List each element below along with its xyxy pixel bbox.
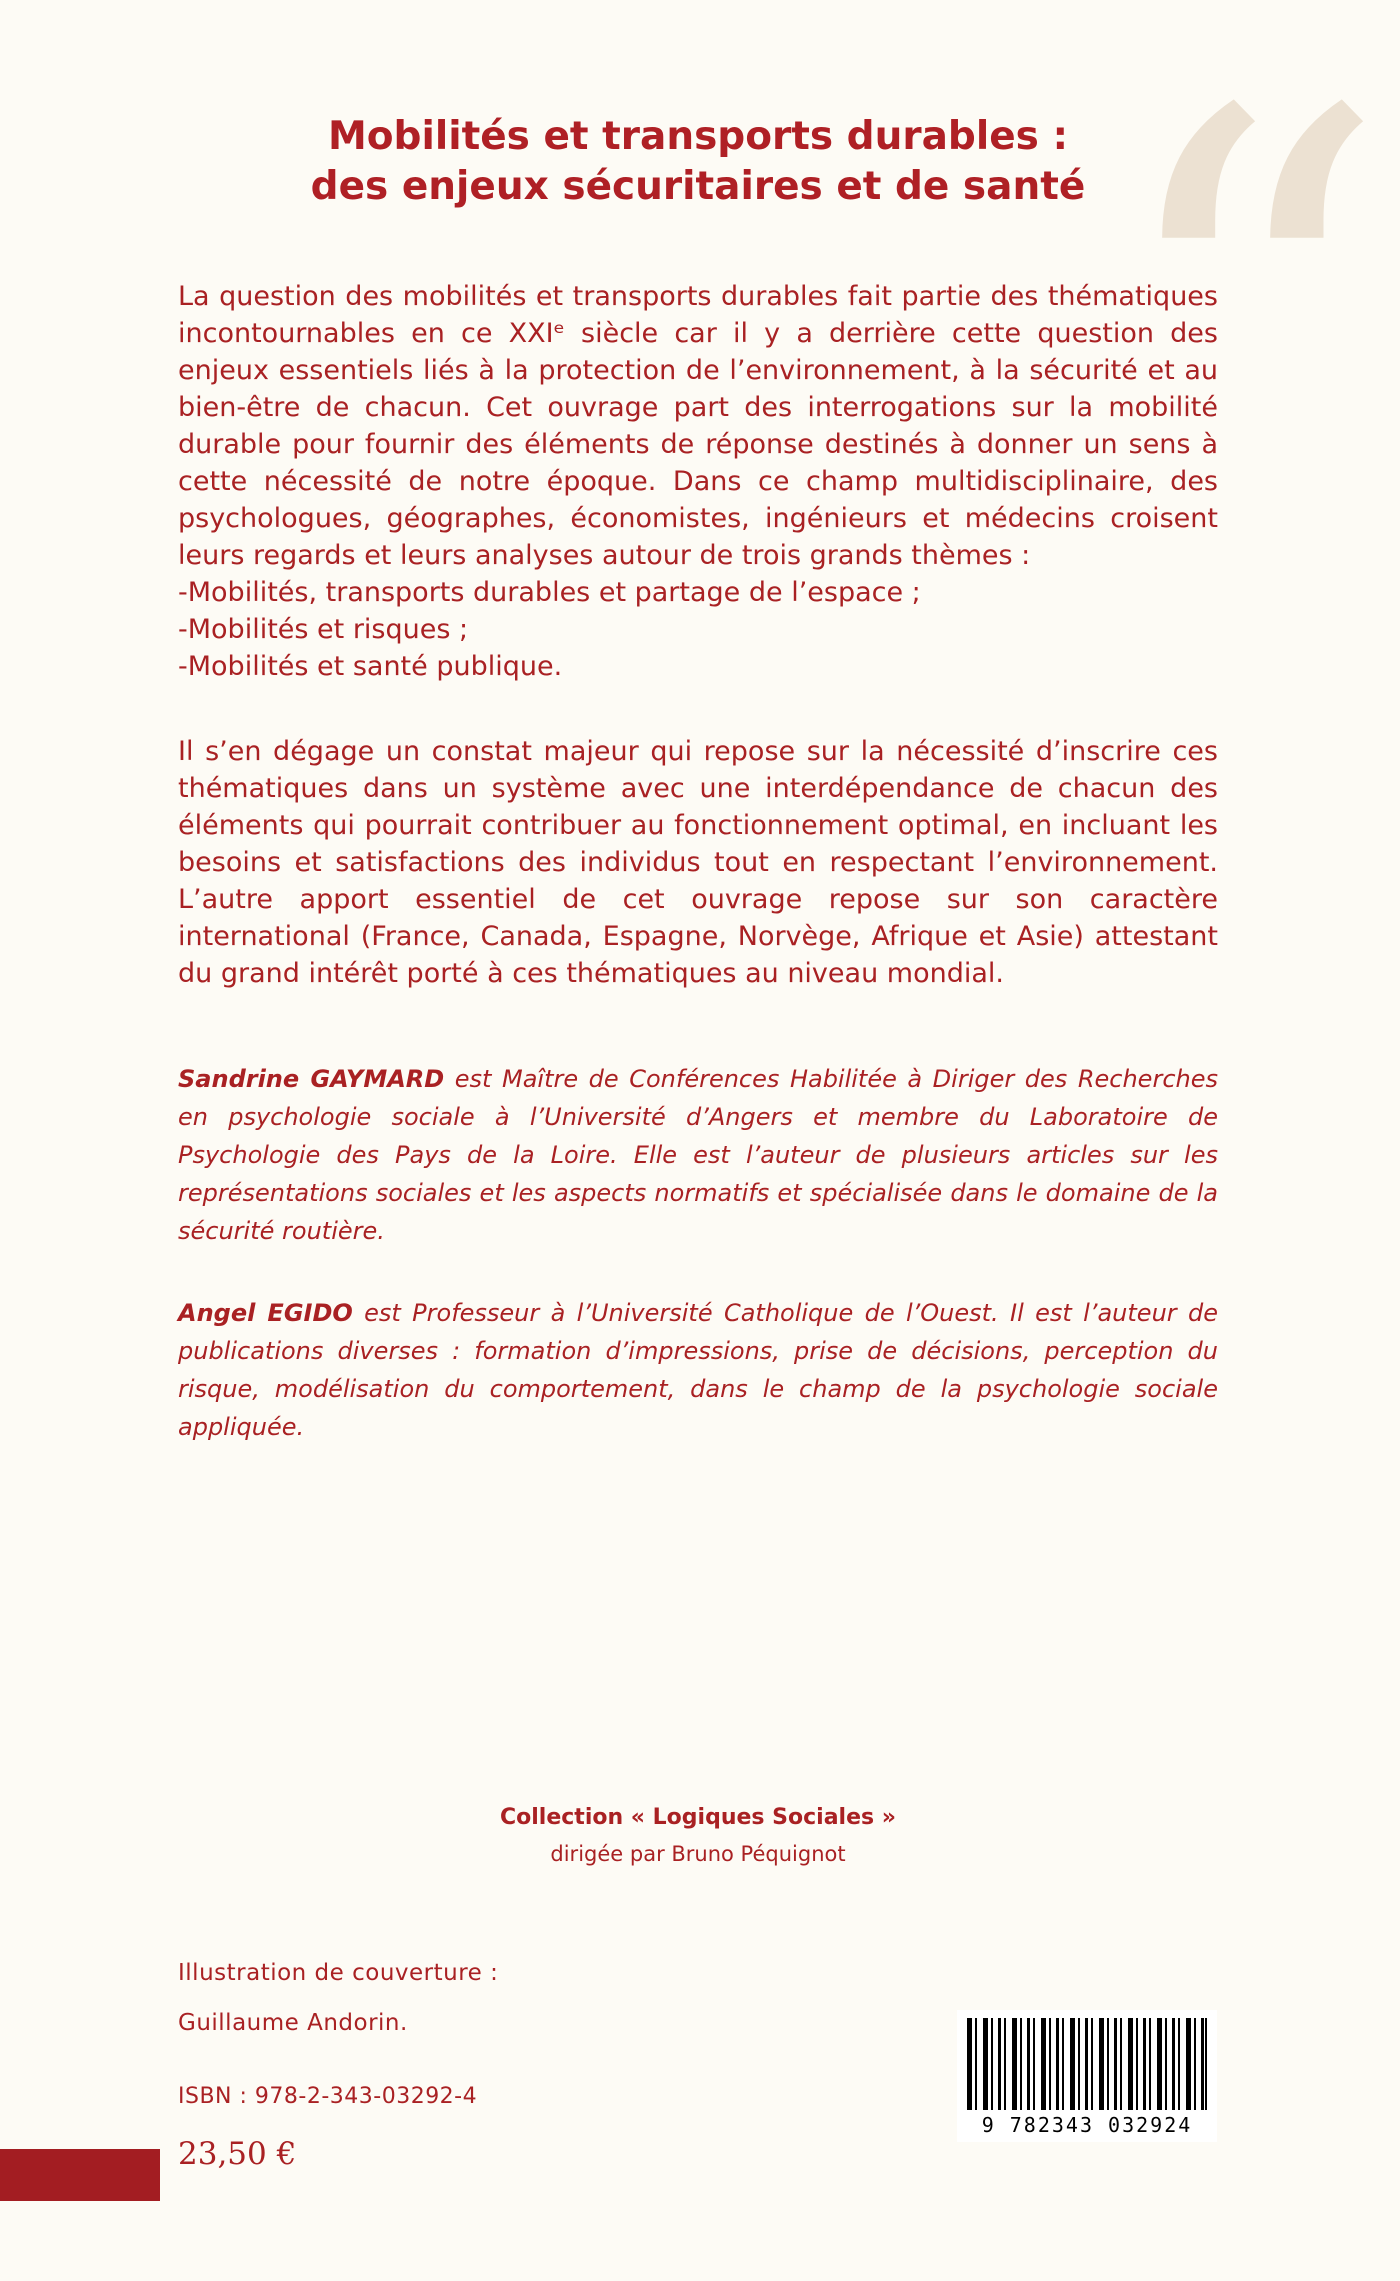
author-bio-gaymard — [178, 1060, 1218, 1250]
author-bio-egido — [178, 1294, 1218, 1446]
theme-list-item: -Mobilités et santé publique. — [178, 650, 563, 682]
cover-credit — [178, 1960, 498, 2036]
barcode — [957, 2010, 1217, 2142]
book-title-line-2: des enjeux sécuritaires et de santé — [310, 163, 1086, 209]
price: 23,50 € — [178, 2136, 297, 2172]
book-title-line-1: Mobilités et transports durables : — [327, 114, 1069, 159]
quote-icon: “ — [1105, 0, 1392, 648]
author-bio-egido-text: est Professeur à l’Université Catholique de l’Ouest. Il est l’auteur de publications diverses : formation d’impressions, prise de décisions, perception du risque, modélisation du comportement, dans le champ de la psychologie sociale appliquée. — [178, 1298, 1218, 1441]
cover-credit-line-1: Illustration de couverture : — [178, 1960, 499, 1986]
synopsis-paragraph-2: Il s’en dégage un constat majeur qui repose sur la nécessité d’inscrire ces thématiques dans un système avec une interdépendance de chacun des éléments qui pourrait contribuer au fonctionnement optimal, en incluant les besoins et satisfactions des individus tout en respectant l’environnement. L’autre apport essentiel de cet ouvrage repose sur son caractère international (France, Canada, Espagne, Norvège, Afrique et Asie) attestant du grand intérêt porté à ces thématiques au niveau mondial. — [178, 735, 1218, 989]
synopsis-paragraph-1: La question des mobilités et transports durables fait partie des thématiques incontournables en ce XXIᵉ siècle car il y a derrière cette question des enjeux essentiels liés à la protection de l’environnement, à la sécurité et au bien-être de chacun. Cet ouvrage part des interrogations sur la mobilité durable pour fournir des éléments de réponse destinés à donner un sens à cette nécessité de notre époque. Dans ce champ multidisciplinaire, des psychologues, géographes, économistes, ingénieurs et médecins croisent leurs regards et leurs analyses autour de trois grands thèmes : — [178, 280, 1218, 571]
book-title — [178, 112, 1218, 212]
collection-director: dirigée par Bruno Péquignot — [550, 1842, 846, 1866]
author-bio-gaymard-text: est Maître de Conférences Habilitée à Diriger des Recherches en psychologie sociale à l’Université d’Angers et membre du Laboratoire de Psychologie des Pays de la Loire. Elle est l’auteur de plusieurs articles sur les représentations sociales et les aspects normatifs et spécialisée dans le domaine de la sécurité routière. — [178, 1064, 1218, 1245]
collection-title: Collection « Logiques Sociales » — [500, 1805, 896, 1830]
isbn: ISBN : 978-2-343-03292-4 — [178, 2084, 478, 2109]
author-name-egido: Angel EGIDO — [178, 1298, 353, 1327]
accent-bar — [0, 2149, 160, 2201]
theme-list-item: -Mobilités et risques ; — [178, 613, 469, 645]
cover-credit-line-2: Guillaume Andorin. — [178, 2010, 408, 2036]
author-name-gaymard: Sandrine GAYMARD — [178, 1064, 445, 1093]
theme-list — [178, 574, 1218, 685]
theme-list-item: -Mobilités, transports durables et partage de l’espace ; — [178, 576, 921, 608]
synopsis — [178, 278, 1218, 1446]
collection-block — [178, 1805, 1218, 1866]
barcode-bars — [967, 2018, 1207, 2110]
barcode-number: 9 782343 032924 — [981, 2113, 1193, 2137]
